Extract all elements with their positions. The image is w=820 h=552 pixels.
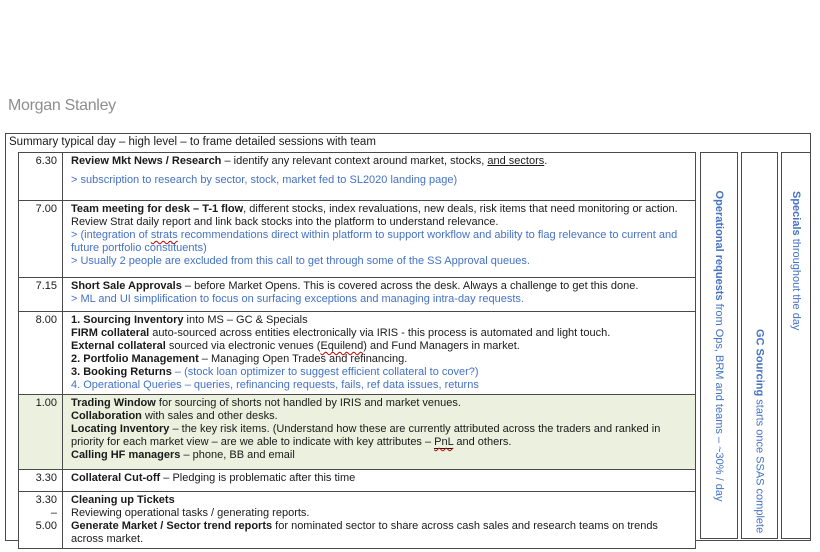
text-segment: – phone, BB and email bbox=[180, 449, 295, 461]
text-line bbox=[71, 410, 691, 423]
time-label: 8.00 bbox=[35, 314, 57, 326]
table-row bbox=[19, 394, 695, 469]
time-label: 1.00 bbox=[35, 397, 57, 409]
text-line bbox=[71, 327, 691, 340]
side-column bbox=[741, 152, 778, 539]
text-segment: > Usually 2 people are excluded from this call to get through some of the SS Approval queues. bbox=[71, 255, 530, 267]
side-column bbox=[781, 152, 811, 539]
text-segment: into MS – GC & Specials bbox=[183, 314, 308, 326]
text-line bbox=[71, 449, 691, 462]
text-segment: Short Sale Approvals bbox=[71, 280, 182, 292]
text-segment: Calling HF managers bbox=[71, 449, 181, 461]
text-segment: – (stock loan optimizer to suggest efficient collateral to cover?) bbox=[171, 366, 479, 378]
text-segment: and sectors bbox=[487, 155, 545, 167]
time-label: 3.30 bbox=[35, 472, 57, 484]
text-line bbox=[71, 472, 691, 485]
text-segment: starts once SSAS complete bbox=[753, 396, 766, 533]
text-segment: Collateral Cut-off bbox=[71, 472, 161, 484]
text-segment: Generate Market / Sector trend reports bbox=[71, 520, 273, 532]
side-column-label bbox=[754, 329, 766, 533]
time-label: 7.15 bbox=[35, 280, 57, 292]
time-cell bbox=[19, 492, 63, 548]
text-segment: > (integration of bbox=[71, 229, 151, 241]
text-line bbox=[71, 174, 691, 187]
time-cell bbox=[19, 312, 63, 394]
text-segment: – Pledging is problematic after this time bbox=[160, 472, 356, 484]
table-row bbox=[19, 491, 695, 548]
text-segment: 3. Booking Returns bbox=[71, 366, 172, 378]
text-segment: PnL bbox=[434, 436, 454, 448]
text-line bbox=[71, 340, 691, 353]
text-segment: recommendations direct within platform to support workflow and ability to flag relevance to current and future portfolio constituents) bbox=[71, 229, 678, 254]
text-segment: for sourcing of shorts not handled by IRIS and market venues. bbox=[155, 397, 461, 409]
text-segment: GC Sourcing bbox=[753, 328, 766, 397]
text-segment: > subscription to research by sector, stock, market fed to SL2020 landing page) bbox=[71, 174, 458, 186]
text-segment: and others. bbox=[453, 436, 512, 448]
text-segment: ) and Fund Managers in market. bbox=[363, 340, 520, 352]
text-segment: Locating Inventory bbox=[71, 423, 170, 435]
description-cell bbox=[63, 201, 695, 277]
text-line bbox=[71, 494, 691, 507]
text-segment: – Managing Open Trades and refinancing. bbox=[198, 353, 408, 365]
text-segment: 2. Portfolio Management bbox=[71, 353, 199, 365]
text-segment: – the key risk items. (Understand how these are currently attributed across the traders and ranked in priority for each market view – are we able to indicate with key attributes – bbox=[71, 423, 661, 448]
side-column-label bbox=[713, 190, 725, 501]
table-row bbox=[19, 200, 695, 277]
text-line bbox=[71, 229, 691, 255]
text-segment: Reviewing operational tasks / generating reports. bbox=[71, 507, 310, 519]
text-line bbox=[71, 366, 691, 379]
text-segment: Specials bbox=[790, 191, 802, 236]
text-segment: – identify any relevant context around market, stocks, bbox=[221, 155, 488, 167]
text-line bbox=[71, 397, 691, 410]
text-segment: Cleaning up Tickets bbox=[71, 494, 175, 506]
table-row bbox=[19, 153, 695, 200]
text-line bbox=[71, 155, 691, 168]
text-line bbox=[71, 280, 691, 293]
text-segment: External collateral bbox=[71, 340, 166, 352]
text-segment: sourced via electronic venues ( bbox=[165, 340, 321, 352]
time-cell bbox=[19, 470, 63, 491]
text-segment: 1. Sourcing Inventory bbox=[71, 314, 184, 326]
description-cell bbox=[63, 395, 695, 469]
text-segment: Trading Window bbox=[71, 397, 156, 409]
text-segment: , different stocks, index revaluations, new deals, risk items that need monitoring or action. Review Strat daily report and link back stocks into the platform to understand relevance. bbox=[71, 203, 678, 228]
table-header: Summary typical day – high level – to frame detailed sessions with team bbox=[9, 136, 376, 148]
time-label: 7.00 bbox=[35, 203, 57, 215]
schedule-table bbox=[18, 152, 696, 549]
text-segment: Team meeting for desk – T-1 flow bbox=[71, 203, 244, 215]
text-segment: Operational requests bbox=[713, 190, 725, 301]
description-cell bbox=[63, 312, 695, 394]
text-line bbox=[71, 293, 691, 306]
side-column bbox=[700, 152, 738, 539]
text-line bbox=[71, 423, 691, 449]
text-segment: Review Mkt News / Research bbox=[71, 155, 222, 167]
text-line bbox=[71, 353, 691, 366]
text-line bbox=[71, 379, 691, 392]
text-segment: – before Market Opens. This is covered across the desk. Always a challenge to get this done. bbox=[181, 280, 639, 292]
text-segment: from Ops, BRM and teams – ~30% / day bbox=[713, 300, 725, 501]
time-label: 5.00 bbox=[35, 520, 57, 532]
table-row bbox=[19, 277, 695, 311]
description-cell bbox=[63, 470, 695, 491]
text-line bbox=[71, 255, 691, 268]
time-label: 3.30 bbox=[35, 494, 57, 506]
text-line bbox=[71, 314, 691, 327]
text-segment: for nominated sector to share across cash sales and research teams on trends across market. bbox=[71, 520, 658, 545]
text-segment: Equilend bbox=[320, 340, 364, 352]
morgan-stanley-logo: Morgan Stanley bbox=[8, 97, 116, 114]
description-cell bbox=[63, 492, 695, 548]
text-segment: FIRM collateral bbox=[71, 327, 150, 339]
time-label: – bbox=[50, 507, 57, 519]
text-line bbox=[71, 203, 691, 229]
description-cell bbox=[63, 153, 695, 200]
text-segment: . bbox=[544, 155, 548, 167]
text-line bbox=[71, 520, 691, 546]
text-segment: with sales and other desks. bbox=[141, 410, 278, 422]
text-segment: 4. Operational Queries – queries, refinancing requests, fails, ref data issues, returns bbox=[71, 379, 479, 391]
schedule-rows bbox=[19, 153, 695, 548]
description-cell bbox=[63, 278, 695, 311]
text-line bbox=[71, 507, 691, 520]
table-row bbox=[19, 311, 695, 394]
text-segment: throughout the day bbox=[790, 235, 802, 331]
time-cell bbox=[19, 153, 63, 200]
side-column-label bbox=[790, 191, 802, 330]
text-segment: Collaboration bbox=[71, 410, 142, 422]
time-cell bbox=[19, 395, 63, 469]
text-segment: strats bbox=[150, 229, 178, 241]
text-segment: auto-sourced across entities electronically via IRIS - this process is automated and light touch. bbox=[149, 327, 611, 339]
time-label: 6.30 bbox=[35, 155, 57, 167]
time-cell bbox=[19, 278, 63, 311]
time-cell bbox=[19, 201, 63, 277]
table-row bbox=[19, 469, 695, 491]
text-segment: > ML and UI simplification to focus on surfacing exceptions and managing intra-day requests. bbox=[71, 293, 524, 305]
